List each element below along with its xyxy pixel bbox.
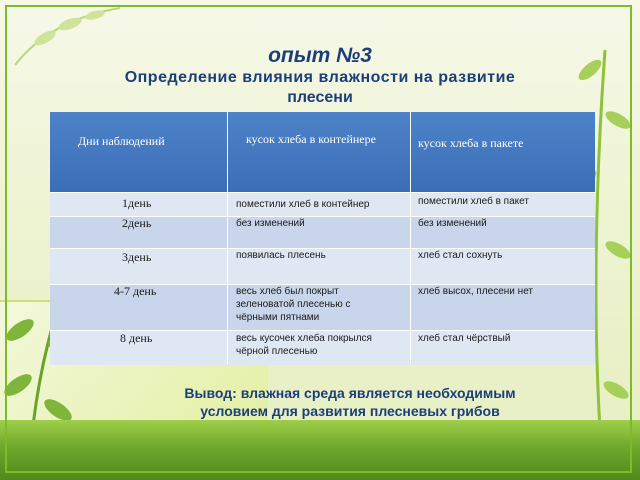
table-row	[50, 284, 595, 331]
observation-table	[50, 112, 595, 364]
slide-title: опыт №3	[268, 44, 372, 67]
row-bag: хлеб стал сохнуть	[418, 250, 503, 261]
row-container: без изменений	[236, 218, 305, 229]
header-days: Дни наблюдений	[78, 134, 165, 148]
row-day: 2день	[122, 216, 152, 230]
column-divider	[410, 112, 411, 364]
row-bag: без изменений	[418, 218, 487, 229]
header-container: кусок хлеба в контейнере	[246, 132, 376, 146]
row-bag: хлеб высох, плесени нет	[418, 286, 533, 297]
row-container: весь кусочек хлеба покрылся чёрной плесенью	[236, 333, 372, 357]
header-bag: кусок хлеба в пакете	[418, 136, 524, 150]
row-container: весь хлеб был покрыт зеленоватой плесенью с чёрными пятнами	[236, 286, 351, 323]
conclusion-line1: Вывод: влажная среда является необходимым	[184, 385, 516, 401]
row-bag: хлеб стал чёрствый	[418, 333, 511, 344]
slide-subtitle-line1: Определение влияния влажности на развитие	[124, 69, 516, 86]
table-row	[50, 248, 595, 285]
row-day: 1день	[122, 196, 152, 210]
row-container: появилась плесень	[236, 250, 326, 261]
table-row	[50, 192, 595, 217]
conclusion-line2: условием для развития плесневых грибов	[200, 403, 500, 419]
row-bag: поместили хлеб в пакет	[418, 196, 529, 207]
table-header	[50, 112, 595, 192]
slide-subtitle-line2: плесени	[287, 89, 353, 106]
row-day: 4-7 день	[114, 284, 157, 298]
row-day: 8 день	[120, 331, 153, 345]
row-container: поместили хлеб в контейнер	[236, 199, 370, 210]
row-day: 3день	[122, 250, 152, 264]
column-divider	[227, 112, 228, 364]
table-row	[50, 330, 595, 365]
table-row	[50, 216, 595, 249]
